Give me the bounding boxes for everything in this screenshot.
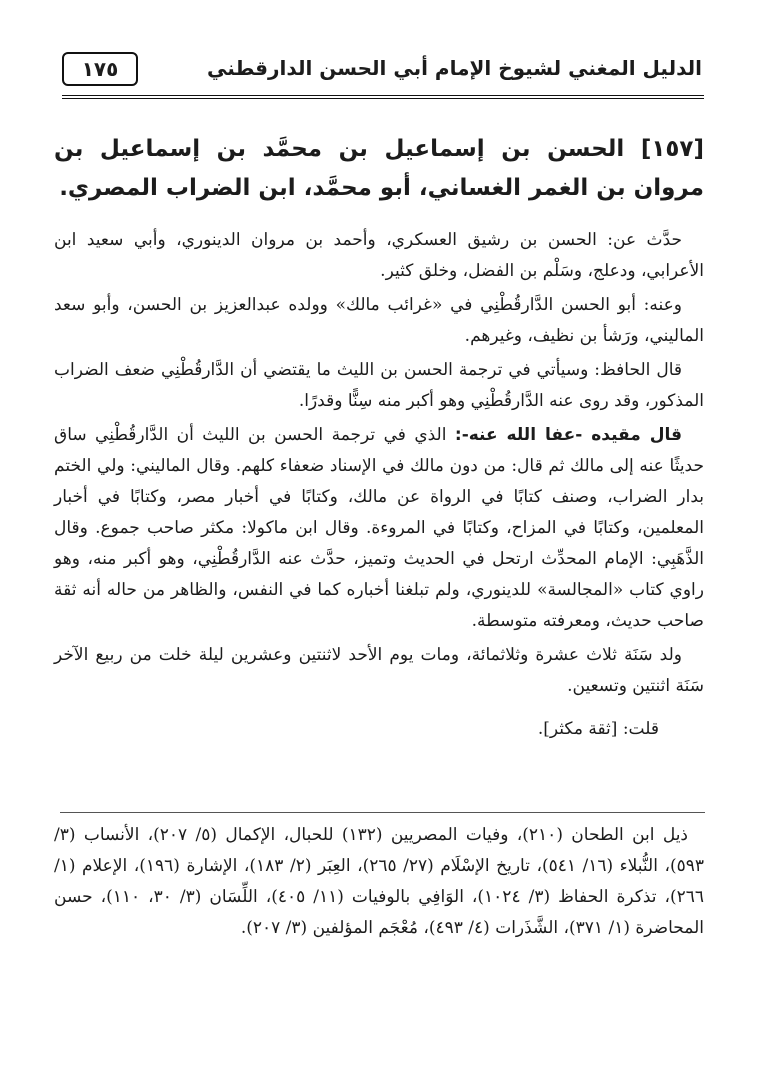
running-header [62,48,702,96]
header-divider [62,95,704,99]
paragraph-birth-death: ولد سَنَة ثلاث عشرة وثلاثمائة، ومات يوم الأحد لاثنتين وعشرين ليلة خلت من ربيع الآخر سَنَة اثنتين وتسعين. [54,645,704,696]
muqayyid-lead: قال مقيده -عفا الله عنه-: [454,425,682,445]
footnotes [54,820,704,944]
paragraph-hafiz-note: قال الحافظ: وسيأتي في ترجمة الحسن بن الليث ما يقتضي أن الدَّارقُطْنِي ضعف الضراب المذكور، وقد روى عنه الدَّارقُطْنِي وهو أكبر منه سِنًّا وقدرًا. [54,360,704,411]
footnote-sources: ذيل ابن الطحان (٢١٠)، وفيات المصريين (١٣٢) للحبال، الإكمال (٥/ ٢٠٧)، الأنساب (٣/ ٥٩٣)، النُّبلاء (١٦/ ٥٤١)، تاريخ الإسْلَام (٢٧/ ٢٦٥)، العِبَر (٢/ ١٨٣)، الإشارة (١٩٦)، الإعلام (١/ ٢٦٦)، تذكرة الحفاظ (٣/ ١٠٢٤)، الوَافِي بالوفيات (١١/ ٤٠٥)، اللِّسَان (٣/ ٣٠، ١١٠)، حسن المحاضرة (١/ ٣٧١)، الشَّذَرات (٤/ ٤٩٣)، مُعْجَم المؤلفين (٣/ ٢٠٧). [54,825,705,938]
paragraph-narrated-from: حدَّث عن: الحسن بن رشيق العسكري، وأحمد بن مروان الدينوري، وأبي سعيد ابن الأعرابي، ودعلج، وسَلْم بن الفضل، وخلق كثير. [54,230,704,281]
paragraph-narrators-from-him: وعنه: أبو الحسن الدَّارقُطْنِي في «غرائب مالك» وولده عبدالعزيز بن الحسن، وأبو سعد الماليني، ورَشأ بن نظيف، وغيرهم. [54,295,704,346]
book-title: الدليل المغني لشيوخ الإمام أبي الحسن الدارقطني [207,56,702,80]
muqayyid-text: الذي في ترجمة الحسن بن الليث أن الدَّارقُطْنِي ساق حديثًا عنه إلى مالك ثم قال: من دون مالك في الإسناد ضعفاء كلهم. وقال الماليني: ولي الختم بدار الضراب، وصنف كتابًا في الرواة عن مالك، وكتابًا في أخبار مصر، وكتابًا في أخبار المعلمين، وكتابًا في المزاح، وكتابًا في المروءة. وقال ابن ماكولا: مكثر صاحب جموع. وقال الذَّهَبِي: الإمام المحدِّث ارتحل في الحديث وتميز، حدَّث عنه الدَّارقُطْنِي، وهو أكبر منه، وهو راوي كتاب «المجالسة» للدينوري، ولم تبلغنا أخباره كما في النفس، والظاهر من حاله أنه ثقة صاحب حديث، ومعرفته متوسطة. [54,425,704,631]
entry-heading: [١٥٧] الحسن بن إسماعيل بن محمَّد بن إسماعيل بن مروان بن الغمر الغساني، أبو محمَّد، ابن الضراب المصري. [54,136,704,201]
entry-body [54,225,704,748]
paragraph-muqayyid [54,420,704,637]
footnote-divider [60,812,705,813]
page-number: ١٧٥ [62,52,138,86]
verdict: قلت: [ثقة مكثر]. [537,719,659,739]
